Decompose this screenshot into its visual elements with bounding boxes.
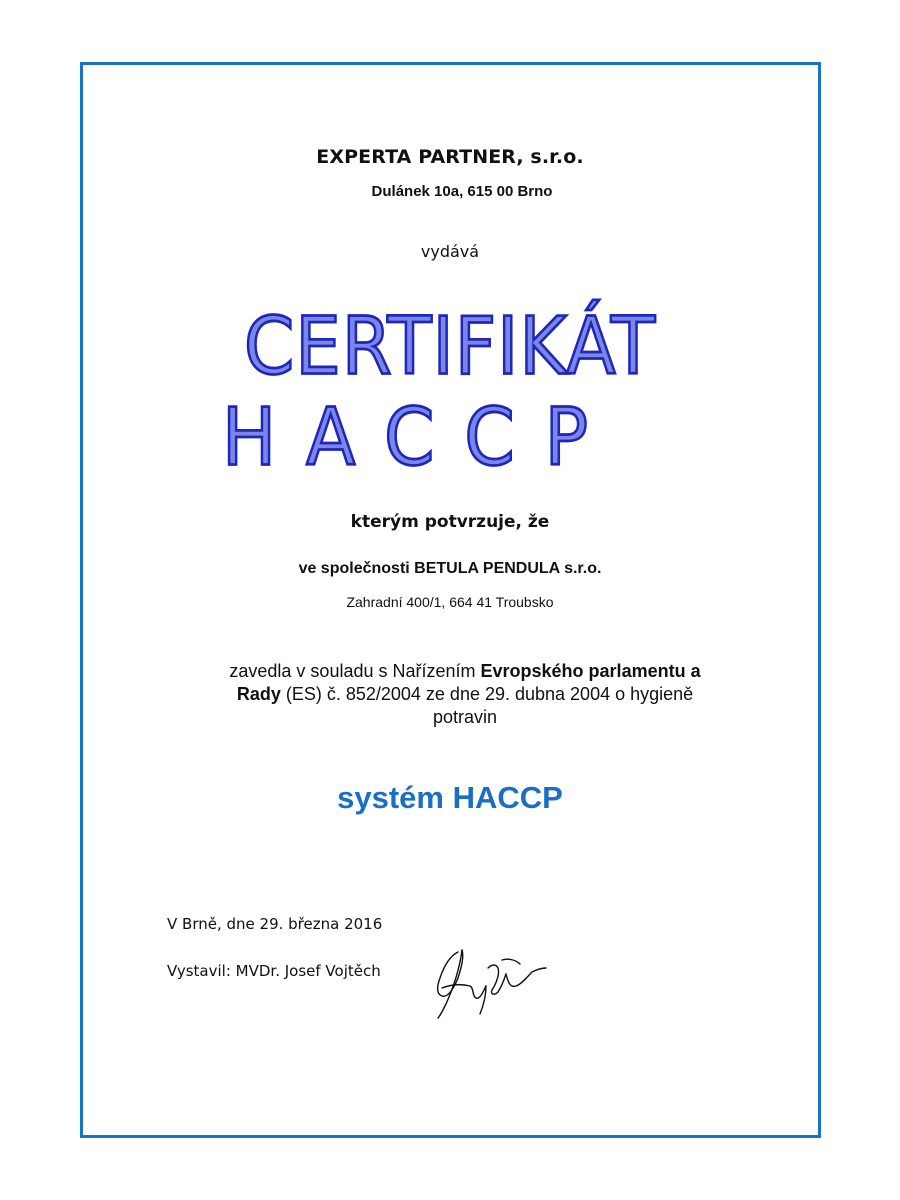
signature-image bbox=[428, 938, 548, 1020]
company-prefix: ve společnosti bbox=[298, 560, 415, 577]
statement-part3: potravin bbox=[432, 707, 498, 727]
company-line bbox=[0, 560, 900, 578]
issuer-address: Dulánek 10a, 615 00 Brno bbox=[371, 183, 553, 200]
certificate-title-line2: HACCP bbox=[221, 390, 619, 484]
statement-bold2: Rady bbox=[236, 684, 281, 704]
company-name: BETULA PENDULA s.r.o. bbox=[414, 560, 602, 577]
issues-label: vydává bbox=[420, 242, 480, 261]
place-date: V Brně, dne 29. března 2016 bbox=[167, 915, 383, 933]
issued-by: Vystavil: MVDr. Josef Vojtěch bbox=[167, 962, 381, 980]
company-address: Zahradní 400/1, 664 41 Troubsko bbox=[346, 594, 554, 610]
regulation-statement bbox=[165, 660, 765, 729]
certificate-title-line1: CERTIFIKÁT bbox=[243, 299, 656, 393]
statement-bold1: Evropského parlamentu a bbox=[480, 661, 701, 681]
issuer-name: EXPERTA PARTNER, s.r.o. bbox=[316, 146, 584, 168]
statement-part2: (ES) č. 852/2004 ze dne 29. dubna 2004 o hygieně bbox=[280, 684, 694, 704]
system-label: systém HACCP bbox=[337, 780, 563, 815]
statement-part1: zavedla v souladu s Nařízením bbox=[229, 661, 481, 681]
confirmation-text: kterým potvrzuje, že bbox=[350, 512, 550, 532]
